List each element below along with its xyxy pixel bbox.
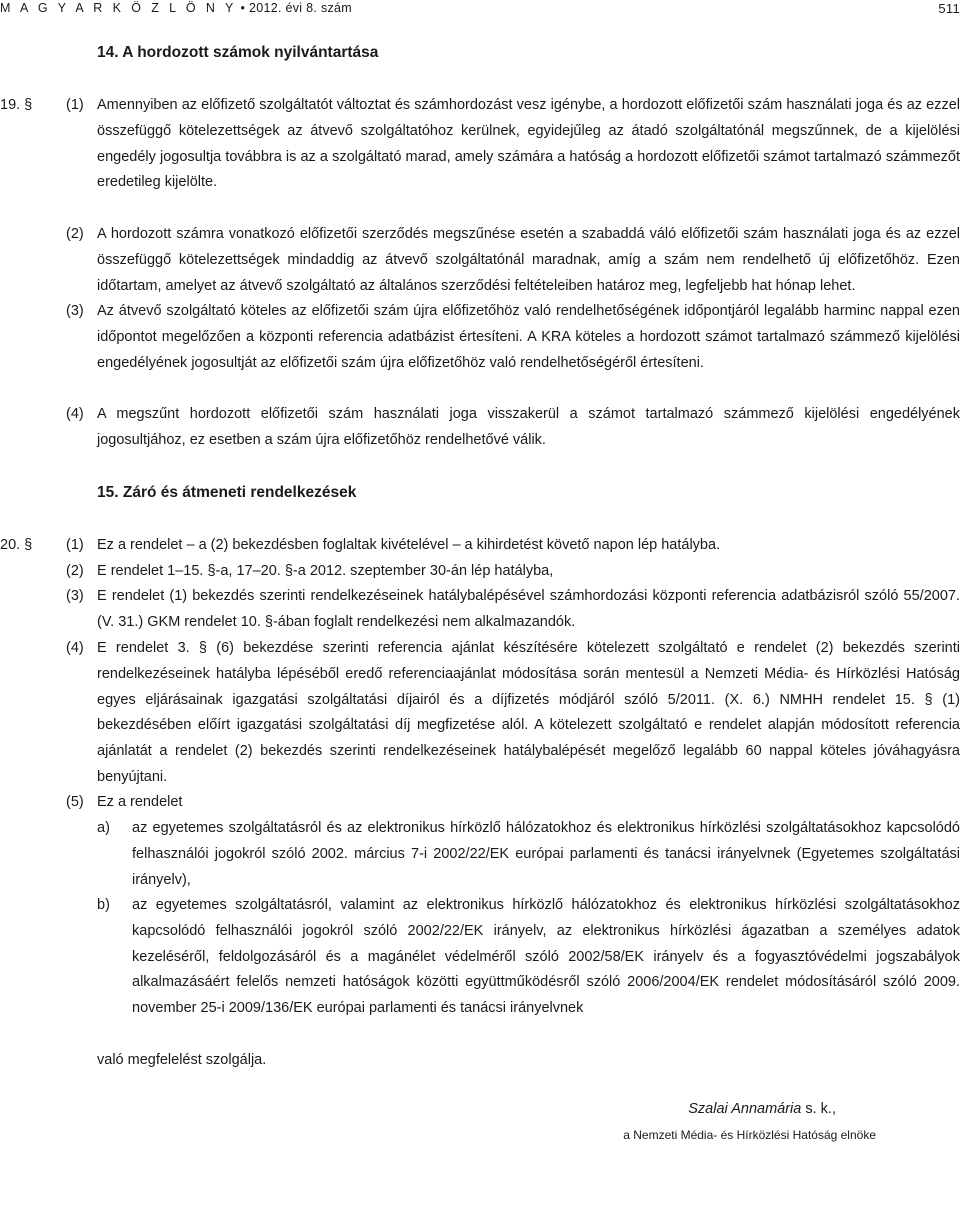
bullet-separator: • [240,1,246,15]
subsection-text: A megszűnt hordozott előfizetői szám használati joga visszakerül a számot tartalmazó számmező kijelölési engedélyének jogosultjához, ez esetben a szám újra előfizetőhöz rendelhetővé válik. [97,406,960,448]
item-text: az egyetemes szolgáltatásról, valamint az elektronikus hírközlő hálózatokhoz és elektronikus hírközlési szolgáltatásokhoz kapcsolódó felhasználói jogokról szóló 2002/22/EK irányelv, az elektronikus hírközlési ágazatban a személyes adatok kezeléséről, feldolgozásáról és a magánélet védelméről szóló 2002/58/EK irányelv és a fogyasztóvédelmi jogszabályok alkalmazásáért felelős nemzeti hatóságok közötti együttműködésről szóló 2006/2004/EK rendelet módosításáról szóló 2009. november 25-i 2009/136/EK európai parlamenti és tanácsi irányelvnek [132,897,960,1017]
closing-text: való megfelelést szolgálja. [97,1052,267,1068]
subsection-label: (3) [66,588,84,604]
signatory-name: Szalai Annamária [688,1101,802,1117]
subsection-label: (4) [66,406,84,422]
subsection-label: (2) [66,563,84,579]
signatory-suffix: s. k., [801,1101,836,1117]
subsection-label: (5) [66,794,84,810]
subsection-label: (1) [66,97,84,113]
paragraph-number-20: 20. § [0,537,33,553]
subsection-label: (1) [66,537,84,553]
subsection-text: Az átvevő szolgáltató köteles az előfizetői szám újra előfizetőhöz való rendelhetőségének időpontjáról legalább harminc nappal ezen időpontot megelőzően a központi referencia adatbázist értesíteni. A KRA köteles a hordozott számot tartalmazó számmező kijelölési engedélyének jogosultját az előfizetői szám újra előfizetőhöz való rendelhetőségéről értesíteni. [97,303,960,371]
running-head [0,1,352,15]
subsection-text: Ez a rendelet [97,794,183,810]
publication-name: M A G Y A R K Ö Z L Ö N Y [0,1,237,15]
subsection-text: Ez a rendelet – a (2) bekezdésben foglaltak kivételével – a kihirdetést követő napon lép hatályba. [97,537,721,553]
subsection-label: (3) [66,303,84,319]
page-header [0,0,960,20]
paragraph-number-19: 19. § [0,97,33,113]
page-number: 511 [938,1,960,16]
issue-label: 2012. évi 8. szám [248,1,353,15]
subsection-text: A hordozott számra vonatkozó előfizetői szerződés megszűnése esetén a szabaddá váló előfizetői szám használati joga és az ezzel összefüggő kötelezettségek mindaddig az átvevő szolgáltatónál maradnak, amíg a szám nem rendelhető új előfizetőhöz. Ezen időtartam, amelyet az átvevő szolgáltató az általános szerződési feltételeiben határoz meg, legfeljebb hat hónap lehet. [97,226,960,294]
subsection-text: E rendelet 1–15. §-a, 17–20. §-a 2012. szeptember 30-án lép hatályba, [97,563,554,579]
subsection-label: (4) [66,640,84,656]
section-14-title: 14. A hordozott számok nyilvántartása [97,44,379,61]
signatory-title: a Nemzeti Média- és Hírközlési Hatóság elnöke [623,1128,876,1142]
subsection-text: E rendelet (1) bekezdés szerinti rendelkezéseinek hatálybalépésével számhordozási központi referencia adatbázisról szóló 55/2007. (V. 31.) GKM rendelet 10. §-ában foglalt rendelkezési nem alkalmazandók. [97,588,960,630]
section-15-title: 15. Záró és átmeneti rendelkezések [97,484,357,501]
subsection-text: E rendelet 3. § (6) bekezdése szerinti referencia ajánlat készítésére kötelezett szolgáltató e rendelet (2) bekezdés szerinti rendelkezéseinek hatályba lépéséből eredő referenciaajánlat módosítása során mentesül a Nemzeti Média- és Hírközlési Hatóság egyes eljárásainak igazgatási szolgáltatási díjairól és a díjfizetés módjáról szóló 5/2011. (X. 6.) NMHH rendelet 15. § (1) bekezdésében előírt igazgatási szolgáltatási díj megfizetése alól. A kötelezett szolgáltató e rendelet alapján módosított referencia ajánlatát a rendelet (2) bekezdés szerinti rendelkezéseinek hatálybalépését megelőző legalább 60 nappal köteles jóváhagyásra benyújtani. [97,640,960,785]
item-label: a) [97,820,110,836]
item-label: b) [97,897,110,913]
subsection-text: Amennyiben az előfizető szolgáltatót változtat és számhordozást vesz igénybe, a hordozott előfizetői szám használati joga és az ezzel összefüggő kötelezettségek az átvevő szolgáltatóhoz kerülnek, egyidejűleg az átadó szolgáltatónál megszűnnek, de a kijelölési engedély jogosultja továbbra is az a szolgáltató marad, amely számára a hatóság a hordozott előfizetői számot tartalmazó számmezőt eredetileg kijelölte. [97,97,960,191]
signature-line [688,1101,836,1117]
subsection-label: (2) [66,226,84,242]
item-text: az egyetemes szolgáltatásról és az elektronikus hírközlő hálózatokhoz és elektronikus hírközlési szolgáltatásokhoz kapcsolódó felhasználói jogokról szóló 2002. március 7-i 2002/22/EK európai parlamenti és tanácsi irányelvnek (Egyetemes szolgáltatási irányelv), [132,820,960,888]
